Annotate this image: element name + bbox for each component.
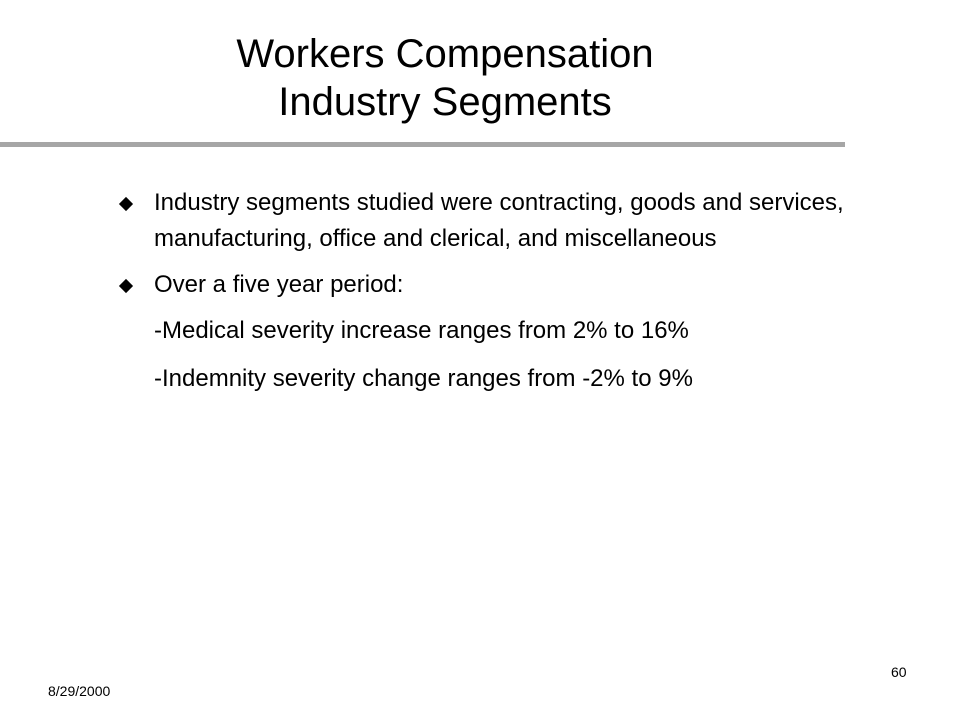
title-divider [0, 142, 845, 147]
diamond-bullet-icon [119, 197, 133, 211]
sub-point: -Medical severity increase ranges from 2% to 16% [154, 317, 689, 344]
page-number: 60 [891, 664, 907, 680]
bullet-text: Industry segments studied were contracting, goods and services, manufacturing, office and clerical, and miscellaneous [154, 189, 844, 252]
bullet-item [116, 267, 896, 303]
bullet-item [116, 185, 896, 257]
slide-title [0, 30, 890, 126]
sub-point: -Indemnity severity change ranges from -2% to 9% [154, 365, 693, 392]
title-line-2: Industry Segments [278, 80, 612, 124]
title-line-1: Workers Compensation [236, 32, 654, 76]
diamond-bullet-icon [119, 279, 133, 293]
bullet-list [116, 185, 896, 409]
bullet-text: Over a five year period: [154, 271, 404, 298]
footer-date: 8/29/2000 [48, 683, 111, 699]
